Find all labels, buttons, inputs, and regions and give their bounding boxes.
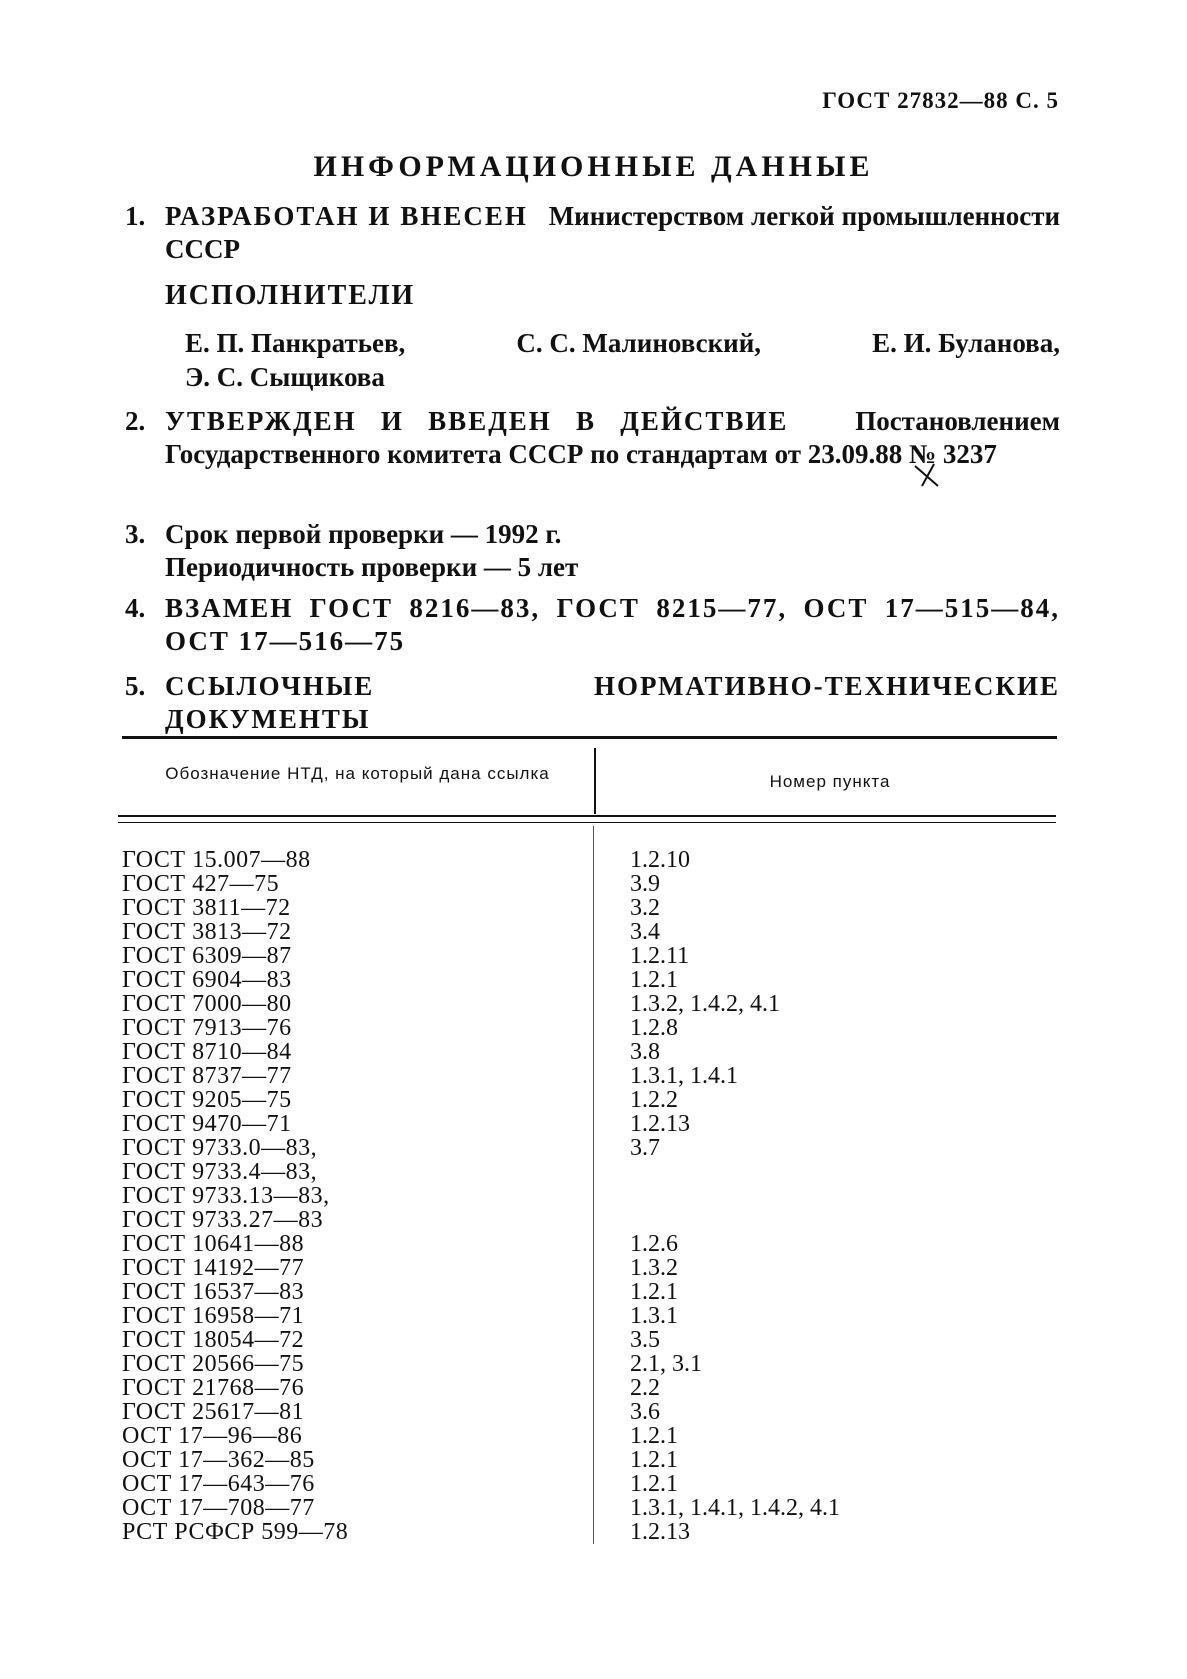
- document-designation: ОСТ 17—96—86: [122, 1423, 303, 1449]
- document-designation: РСТ РСФСР 599—78: [122, 1519, 349, 1545]
- document-designation: ГОСТ 427—75: [122, 871, 280, 897]
- section-number: 4.: [125, 593, 146, 623]
- section-text: Срок первой проверки — 1992 г.: [165, 519, 562, 549]
- column-header-item: Номер пункта: [769, 772, 891, 791]
- item-number: 1.2.2: [630, 1087, 678, 1113]
- document-designation: ОСТ 17—708—77: [122, 1495, 315, 1521]
- item-number: 1.2.1: [630, 1471, 678, 1497]
- section-number: 1.: [125, 201, 146, 231]
- item-number: 1.2.1: [630, 967, 678, 993]
- table-row: [0, 992, 1187, 1016]
- table-row: [0, 1376, 1187, 1400]
- table-row: [0, 1040, 1187, 1064]
- table-row: [0, 1328, 1187, 1352]
- document-designation: ГОСТ 10641—88: [122, 1231, 305, 1257]
- table-row: [0, 1496, 1187, 1520]
- page-header: ГОСТ 27832—88 С. 5: [822, 88, 1059, 113]
- table-row: [0, 1448, 1187, 1472]
- document-designation: ГОСТ 9733.0—83,: [122, 1135, 318, 1161]
- section-text: ССЫЛОЧНЫЕ НОРМАТИВНО-ТЕХНИЧЕСКИЕ ДОКУМЕНТЫ: [165, 671, 1060, 734]
- document-designation: ГОСТ 9733.27—83: [122, 1207, 324, 1233]
- item-number: 1.2.1: [630, 1423, 678, 1449]
- document-designation: ГОСТ 3813—72: [122, 919, 292, 945]
- section-number: 3.: [125, 519, 146, 549]
- table-row: [0, 1208, 1187, 1232]
- table-row: [0, 1184, 1187, 1208]
- document-designation: ГОСТ 3811—72: [122, 895, 291, 921]
- document-designation: ГОСТ 7913—76: [122, 1015, 292, 1041]
- table-top-rule: [122, 736, 1057, 739]
- section-3: [125, 518, 1060, 584]
- table-row: [0, 1136, 1187, 1160]
- item-number: 3.5: [630, 1327, 660, 1353]
- section-text: Постановлением Государственного комитета СССР по стандартам от 23.09.88 № 3237: [165, 406, 1060, 469]
- table-row: [0, 1304, 1187, 1328]
- document-designation: ГОСТ 15.007—88: [122, 847, 311, 873]
- item-number: 1.2.11: [630, 943, 690, 969]
- section-lead: РАЗРАБОТАН И ВНЕСЕН: [165, 201, 528, 231]
- table-row: [0, 872, 1187, 896]
- document-designation: ОСТ 17—643—76: [122, 1471, 315, 1497]
- item-number: 3.2: [630, 895, 660, 921]
- table-header-divider: [594, 748, 596, 814]
- table-row: [0, 1520, 1187, 1544]
- item-number: 1.3.1: [630, 1303, 678, 1329]
- document-designation: ГОСТ 16537—83: [122, 1279, 305, 1305]
- document-designation: ГОСТ 8737—77: [122, 1063, 292, 1089]
- section-5: [125, 670, 1060, 736]
- item-number: 1.3.2, 1.4.2, 4.1: [630, 991, 780, 1017]
- item-number: 3.9: [630, 871, 660, 897]
- document-designation: ГОСТ 9470—71: [122, 1111, 292, 1137]
- item-number: 2.1, 3.1: [630, 1351, 702, 1377]
- document-designation: ГОСТ 9733.4—83,: [122, 1159, 318, 1185]
- item-number: 1.2.6: [630, 1231, 678, 1257]
- table-row: [0, 896, 1187, 920]
- item-number: 1.2.13: [630, 1519, 690, 1545]
- column-header-document: Обозначение НТД, на который дана ссылка: [165, 764, 550, 783]
- table-row: [0, 944, 1187, 968]
- performer-name: Е. П. Панкратьев,: [185, 328, 406, 358]
- table-row: [0, 1400, 1187, 1424]
- page-title: ИНФОРМАЦИОННЫЕ ДАННЫЕ: [313, 150, 874, 183]
- table-row: [0, 1424, 1187, 1448]
- table-row: [0, 920, 1187, 944]
- item-number: 2.2: [630, 1375, 660, 1401]
- document-designation: ГОСТ 9733.13—83,: [122, 1183, 330, 1209]
- document-designation: ГОСТ 25617—81: [122, 1399, 305, 1425]
- performers-label: ИСПОЛНИТЕЛИ: [165, 280, 416, 311]
- table-row: [0, 1064, 1187, 1088]
- handwritten-mark: [912, 462, 942, 498]
- table-row: [0, 848, 1187, 872]
- document-designation: ГОСТ 20566—75: [122, 1351, 305, 1377]
- table-row: [0, 1232, 1187, 1256]
- table-row: [0, 1088, 1187, 1112]
- item-number: 1.3.2: [630, 1255, 678, 1281]
- item-number: 1.2.13: [630, 1111, 690, 1137]
- document-designation: ГОСТ 6904—83: [122, 967, 292, 993]
- table-row: [0, 1112, 1187, 1136]
- table-row: [0, 968, 1187, 992]
- table-row: [0, 1016, 1187, 1040]
- item-number: 1.3.1, 1.4.1, 1.4.2, 4.1: [630, 1495, 840, 1521]
- document-designation: ГОСТ 21768—76: [122, 1375, 305, 1401]
- item-number: 3.4: [630, 919, 660, 945]
- table-row: [0, 1160, 1187, 1184]
- table-row: [0, 1256, 1187, 1280]
- document-designation: ГОСТ 8710—84: [122, 1039, 292, 1065]
- reference-table: [0, 848, 1187, 1544]
- item-number: 1.2.10: [630, 847, 690, 873]
- item-number: 3.6: [630, 1399, 660, 1425]
- table-row: [0, 1352, 1187, 1376]
- item-number: 3.8: [630, 1039, 660, 1065]
- item-number: 3.7: [630, 1135, 660, 1161]
- section-4: [125, 592, 1060, 658]
- table-row: [0, 1472, 1187, 1496]
- document-designation: ГОСТ 6309—87: [122, 943, 292, 969]
- table-row: [0, 1280, 1187, 1304]
- section-lead: УТВЕРЖДЕН И ВВЕДЕН В ДЕЙСТВИЕ: [165, 406, 789, 436]
- section-text: Министерством легкой промышленности СССР: [165, 201, 1061, 264]
- performer-name: Е. И. Буланова,: [872, 328, 1060, 358]
- table-header-rule: [118, 815, 1056, 817]
- performer-name: С. С. Малиновский,: [516, 328, 762, 358]
- item-number: 1.2.1: [630, 1447, 678, 1473]
- document-designation: ГОСТ 16958—71: [122, 1303, 305, 1329]
- document-designation: ОСТ 17—362—85: [122, 1447, 315, 1473]
- item-number: 1.3.1, 1.4.1: [630, 1063, 738, 1089]
- section-text: ВЗАМЕН ГОСТ 8216—83, ГОСТ 8215—77, ОСТ 17—515—84, ОСТ 17—516—75: [165, 593, 1060, 656]
- section-1: [125, 200, 1060, 266]
- document-designation: ГОСТ 14192—77: [122, 1255, 305, 1281]
- section-number: 2.: [125, 406, 146, 436]
- section-text: Периодичность проверки — 5 лет: [165, 552, 579, 582]
- item-number: 1.2.8: [630, 1015, 678, 1041]
- section-number: 5.: [125, 671, 146, 701]
- document-designation: ГОСТ 7000—80: [122, 991, 292, 1017]
- table-header-rule: [118, 822, 1056, 823]
- document-designation: ГОСТ 18054—72: [122, 1327, 305, 1353]
- item-number: 1.2.1: [630, 1279, 678, 1305]
- document-designation: ГОСТ 9205—75: [122, 1087, 292, 1113]
- performers-list: [185, 326, 1060, 394]
- performer-name: Э. С. Сыщикова: [185, 362, 385, 392]
